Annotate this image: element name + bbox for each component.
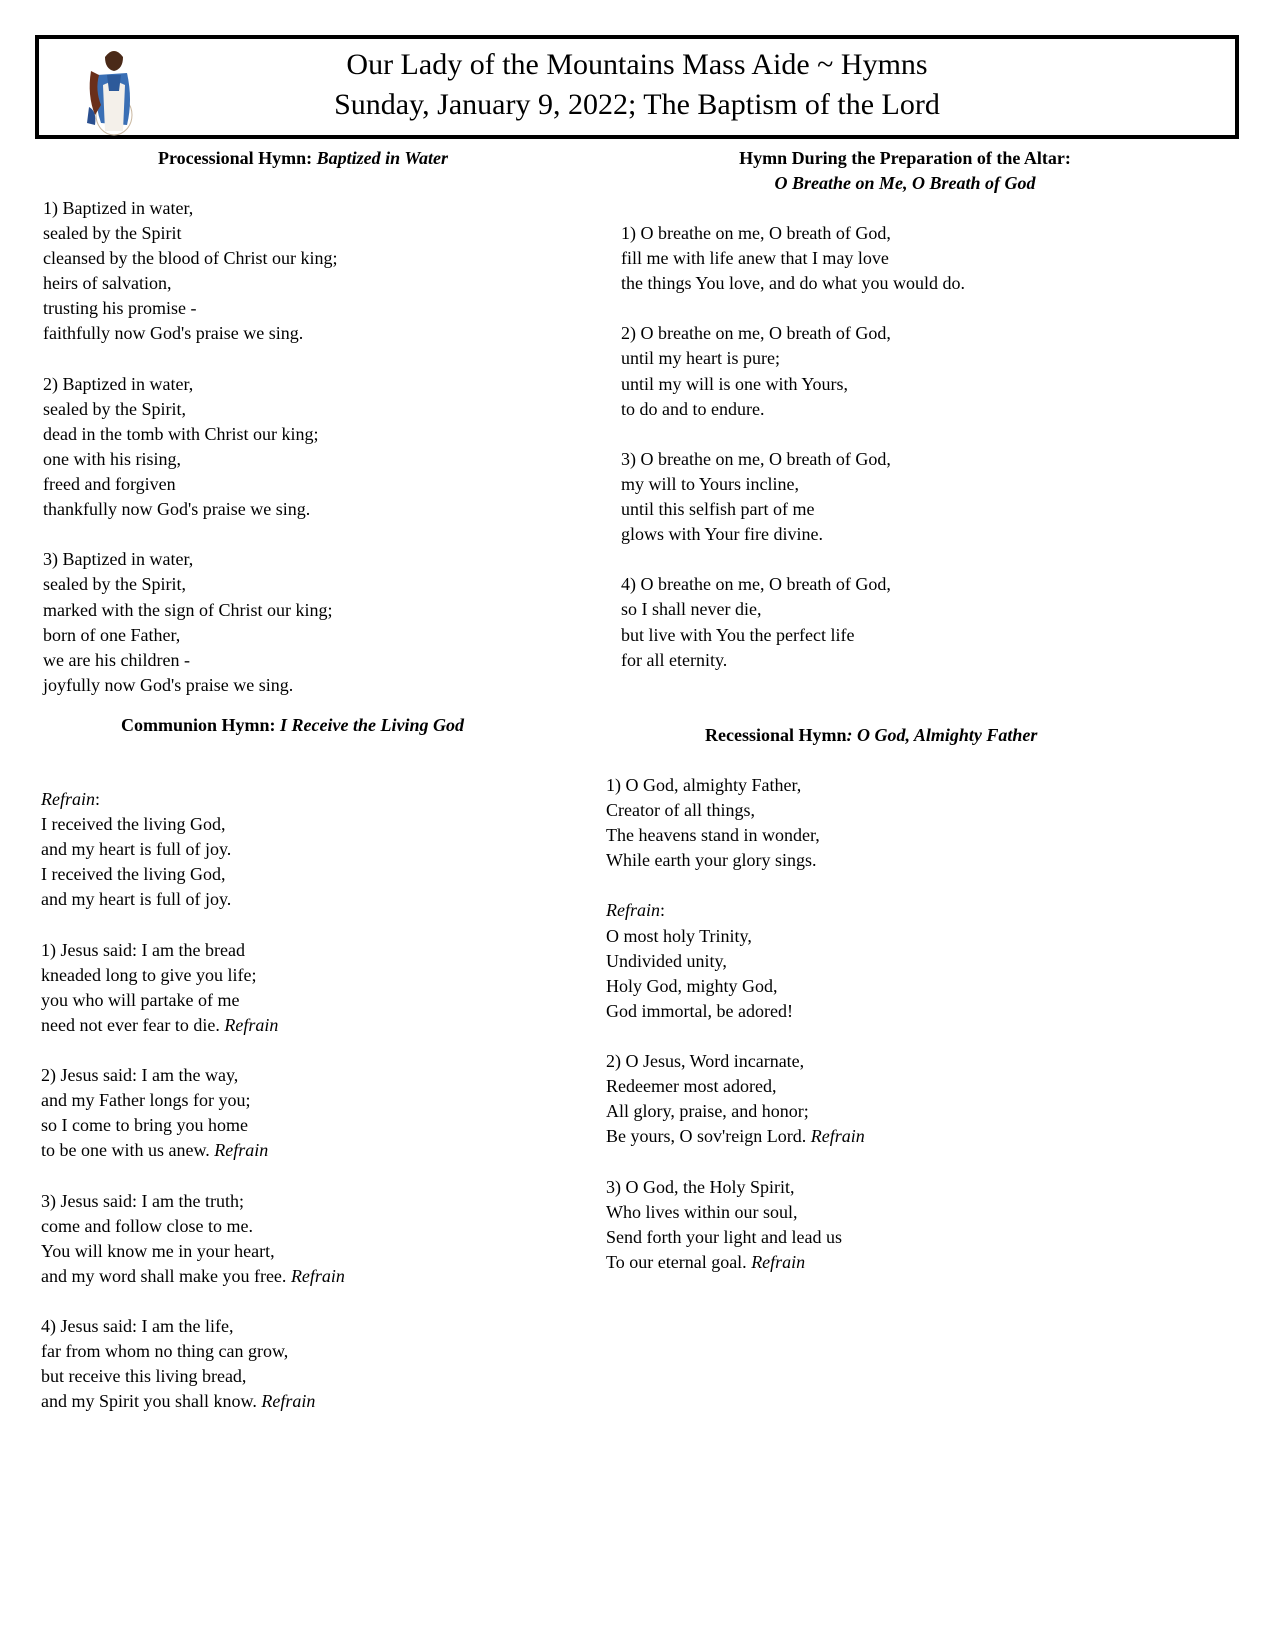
verse-line: for all eternity. — [621, 649, 728, 670]
verse-line: my will to Yours incline, — [621, 473, 800, 494]
refrain-colon: : — [660, 900, 666, 921]
verse-line: 2) Baptized in water, — [43, 373, 194, 394]
verse-line: until my heart is pure; — [621, 348, 780, 369]
verse-line: 2) O breathe on me, O breath of God, — [621, 323, 891, 344]
verse-line: kneaded long to give you life; — [41, 964, 257, 985]
verse-line: heirs of salvation, — [43, 273, 172, 294]
recessional-refrain — [606, 898, 865, 1023]
refrain-heading — [606, 898, 865, 923]
verse-line-last — [41, 1138, 345, 1163]
verse-line-last — [41, 1389, 345, 1414]
verse-line: and my heart is full of joy. — [41, 839, 232, 860]
preparation-verses — [621, 221, 965, 698]
preparation-label: Hymn During the Preparation of the Altar: — [739, 148, 1071, 168]
processional-title: Baptized in Water — [316, 148, 449, 168]
recessional-title: : O God, Almighty Father — [846, 725, 1038, 745]
verse-line: come and follow close to me. — [41, 1215, 253, 1236]
recessional-label: Recessional Hymn — [705, 725, 847, 745]
verse-line: I received the living God, — [41, 814, 226, 835]
communion-stanza — [41, 938, 345, 1038]
verse-line: but receive this living bread, — [41, 1366, 247, 1387]
refrain-label: Refrain — [606, 900, 660, 921]
verse-line: sealed by the Spirit — [43, 223, 182, 244]
refrain-tag: Refrain — [751, 1251, 806, 1272]
refrain-heading — [41, 787, 345, 812]
verse-line-last — [606, 1124, 865, 1149]
verse-line-text: and my Spirit you shall know. — [41, 1391, 262, 1412]
preparation-heading — [620, 146, 1190, 196]
communion-verses — [41, 787, 345, 1439]
verse-line: faithfully now God's praise we sing. — [43, 323, 304, 344]
verse-line: 3) O breathe on me, O breath of God, — [621, 448, 891, 469]
verse-line: trusting his promise - — [43, 298, 197, 319]
header-title-line1: Our Lady of the Mountains Mass Aide ~ Hymns — [346, 48, 928, 81]
verse-line: Undivided unity, — [606, 950, 727, 971]
recessional-heading — [705, 723, 1037, 748]
preparation-stanza — [621, 572, 965, 672]
verse-line: You will know me in your heart, — [41, 1240, 275, 1261]
verse-line: God immortal, be adored! — [606, 1000, 793, 1021]
verse-line: 3) O God, the Holy Spirit, — [606, 1176, 795, 1197]
refrain-tag: Refrain — [214, 1140, 269, 1161]
verse-line: Who lives within our soul, — [606, 1201, 798, 1222]
verse-line: 1) O God, almighty Father, — [606, 775, 802, 795]
verse-line: The heavens stand in wonder, — [606, 825, 820, 846]
communion-stanza — [41, 1189, 345, 1289]
verse-line: 4) O breathe on me, O breath of God, — [621, 574, 891, 595]
refrain-tag: Refrain — [261, 1391, 316, 1412]
verse-line: to do and to endure. — [621, 398, 765, 419]
verse-line: sealed by the Spirit, — [43, 574, 186, 595]
recessional-verses — [606, 773, 865, 1300]
verse-line: sealed by the Spirit, — [43, 398, 186, 419]
verse-line: Holy God, mighty God, — [606, 975, 778, 996]
verse-line: Send forth your light and lead us — [606, 1226, 842, 1247]
refrain-tag: Refrain — [290, 1265, 345, 1286]
verse-line-text: Be yours, O sov'reign Lord. — [606, 1126, 811, 1147]
communion-stanza — [41, 1063, 345, 1163]
verse-line: one with his rising, — [43, 448, 181, 469]
verse-line: O most holy Trinity, — [606, 925, 752, 946]
verse-line: until my will is one with Yours, — [621, 373, 849, 394]
refrain-colon: : — [95, 789, 101, 809]
processional-verses — [43, 196, 337, 723]
verse-line: thankfully now God's praise we sing. — [43, 499, 311, 520]
processional-heading — [158, 146, 448, 171]
verse-line: dead in the tomb with Christ our king; — [43, 423, 319, 444]
preparation-stanza — [621, 321, 965, 421]
verse-line: we are his children - — [43, 649, 190, 670]
verse-line-last — [41, 1264, 345, 1289]
verse-line: Redeemer most adored, — [606, 1076, 777, 1097]
processional-label: Processional Hymn: — [158, 148, 317, 168]
verse-line: and my Father longs for you; — [41, 1090, 251, 1111]
recessional-stanza — [606, 1175, 865, 1275]
verse-line: 1) Baptized in water, — [43, 198, 194, 218]
communion-heading — [121, 713, 464, 738]
verse-line: so I shall never die, — [621, 599, 762, 620]
verse-line: until this selfish part of me — [621, 499, 815, 520]
verse-line-last — [41, 1013, 345, 1038]
processional-stanza — [43, 196, 337, 347]
verse-line: All glory, praise, and honor; — [606, 1101, 809, 1122]
processional-stanza — [43, 372, 337, 523]
recessional-stanza — [606, 773, 865, 873]
recessional-stanza — [606, 1049, 865, 1149]
verse-line: 4) Jesus said: I am the life, — [41, 1315, 234, 1336]
verse-line: 2) Jesus said: I am the way, — [41, 1065, 239, 1086]
verse-line-text: To our eternal goal. — [606, 1251, 752, 1272]
verse-line: I received the living God, — [41, 864, 226, 885]
communion-title: I Receive the Living God — [280, 715, 464, 735]
page-header — [35, 35, 1239, 139]
verse-line-text: and my word shall make you free. — [41, 1265, 291, 1286]
verse-line: 1) Jesus said: I am the bread — [41, 939, 245, 960]
verse-line-last — [606, 1250, 865, 1275]
verse-line: Creator of all things, — [606, 800, 755, 821]
refrain-label: Refrain — [41, 789, 95, 809]
refrain-tag: Refrain — [224, 1014, 279, 1035]
verse-line: the things You love, and do what you would do. — [621, 273, 965, 294]
verse-line-text: to be one with us anew. — [41, 1140, 215, 1161]
verse-line: born of one Father, — [43, 624, 181, 645]
verse-line: joyfully now God's praise we sing. — [43, 674, 294, 695]
verse-line: so I come to bring you home — [41, 1115, 248, 1136]
processional-stanza — [43, 547, 337, 698]
verse-line: 1) O breathe on me, O breath of God, — [621, 223, 891, 243]
verse-line: 2) O Jesus, Word incarnate, — [606, 1051, 805, 1072]
communion-label: Communion Hymn: — [121, 715, 281, 735]
verse-line: far from whom no thing can grow, — [41, 1341, 289, 1362]
verse-line: but live with You the perfect life — [621, 624, 855, 645]
verse-line: and my heart is full of joy. — [41, 889, 232, 910]
preparation-stanza — [621, 221, 965, 296]
verse-line-text: need not ever fear to die. — [41, 1014, 225, 1035]
communion-refrain — [41, 787, 345, 912]
verse-line: you who will partake of me — [41, 989, 240, 1010]
verse-line: fill me with life anew that I may love — [621, 248, 889, 269]
verse-line: cleansed by the blood of Christ our king; — [43, 248, 338, 269]
verse-line: 3) Baptized in water, — [43, 549, 194, 570]
verse-line: freed and forgiven — [43, 474, 176, 495]
verse-line: glows with Your fire divine. — [621, 524, 823, 545]
verse-line: 3) Jesus said: I am the truth; — [41, 1190, 244, 1211]
verse-line: marked with the sign of Christ our king; — [43, 599, 333, 620]
header-title-line2: Sunday, January 9, 2022; The Baptism of the Lord — [334, 88, 940, 121]
communion-stanza — [41, 1314, 345, 1414]
verse-line: While earth your glory sings. — [606, 850, 817, 871]
preparation-stanza — [621, 447, 965, 547]
refrain-tag: Refrain — [810, 1126, 865, 1147]
preparation-title: O Breathe on Me, O Breath of God — [774, 173, 1036, 193]
